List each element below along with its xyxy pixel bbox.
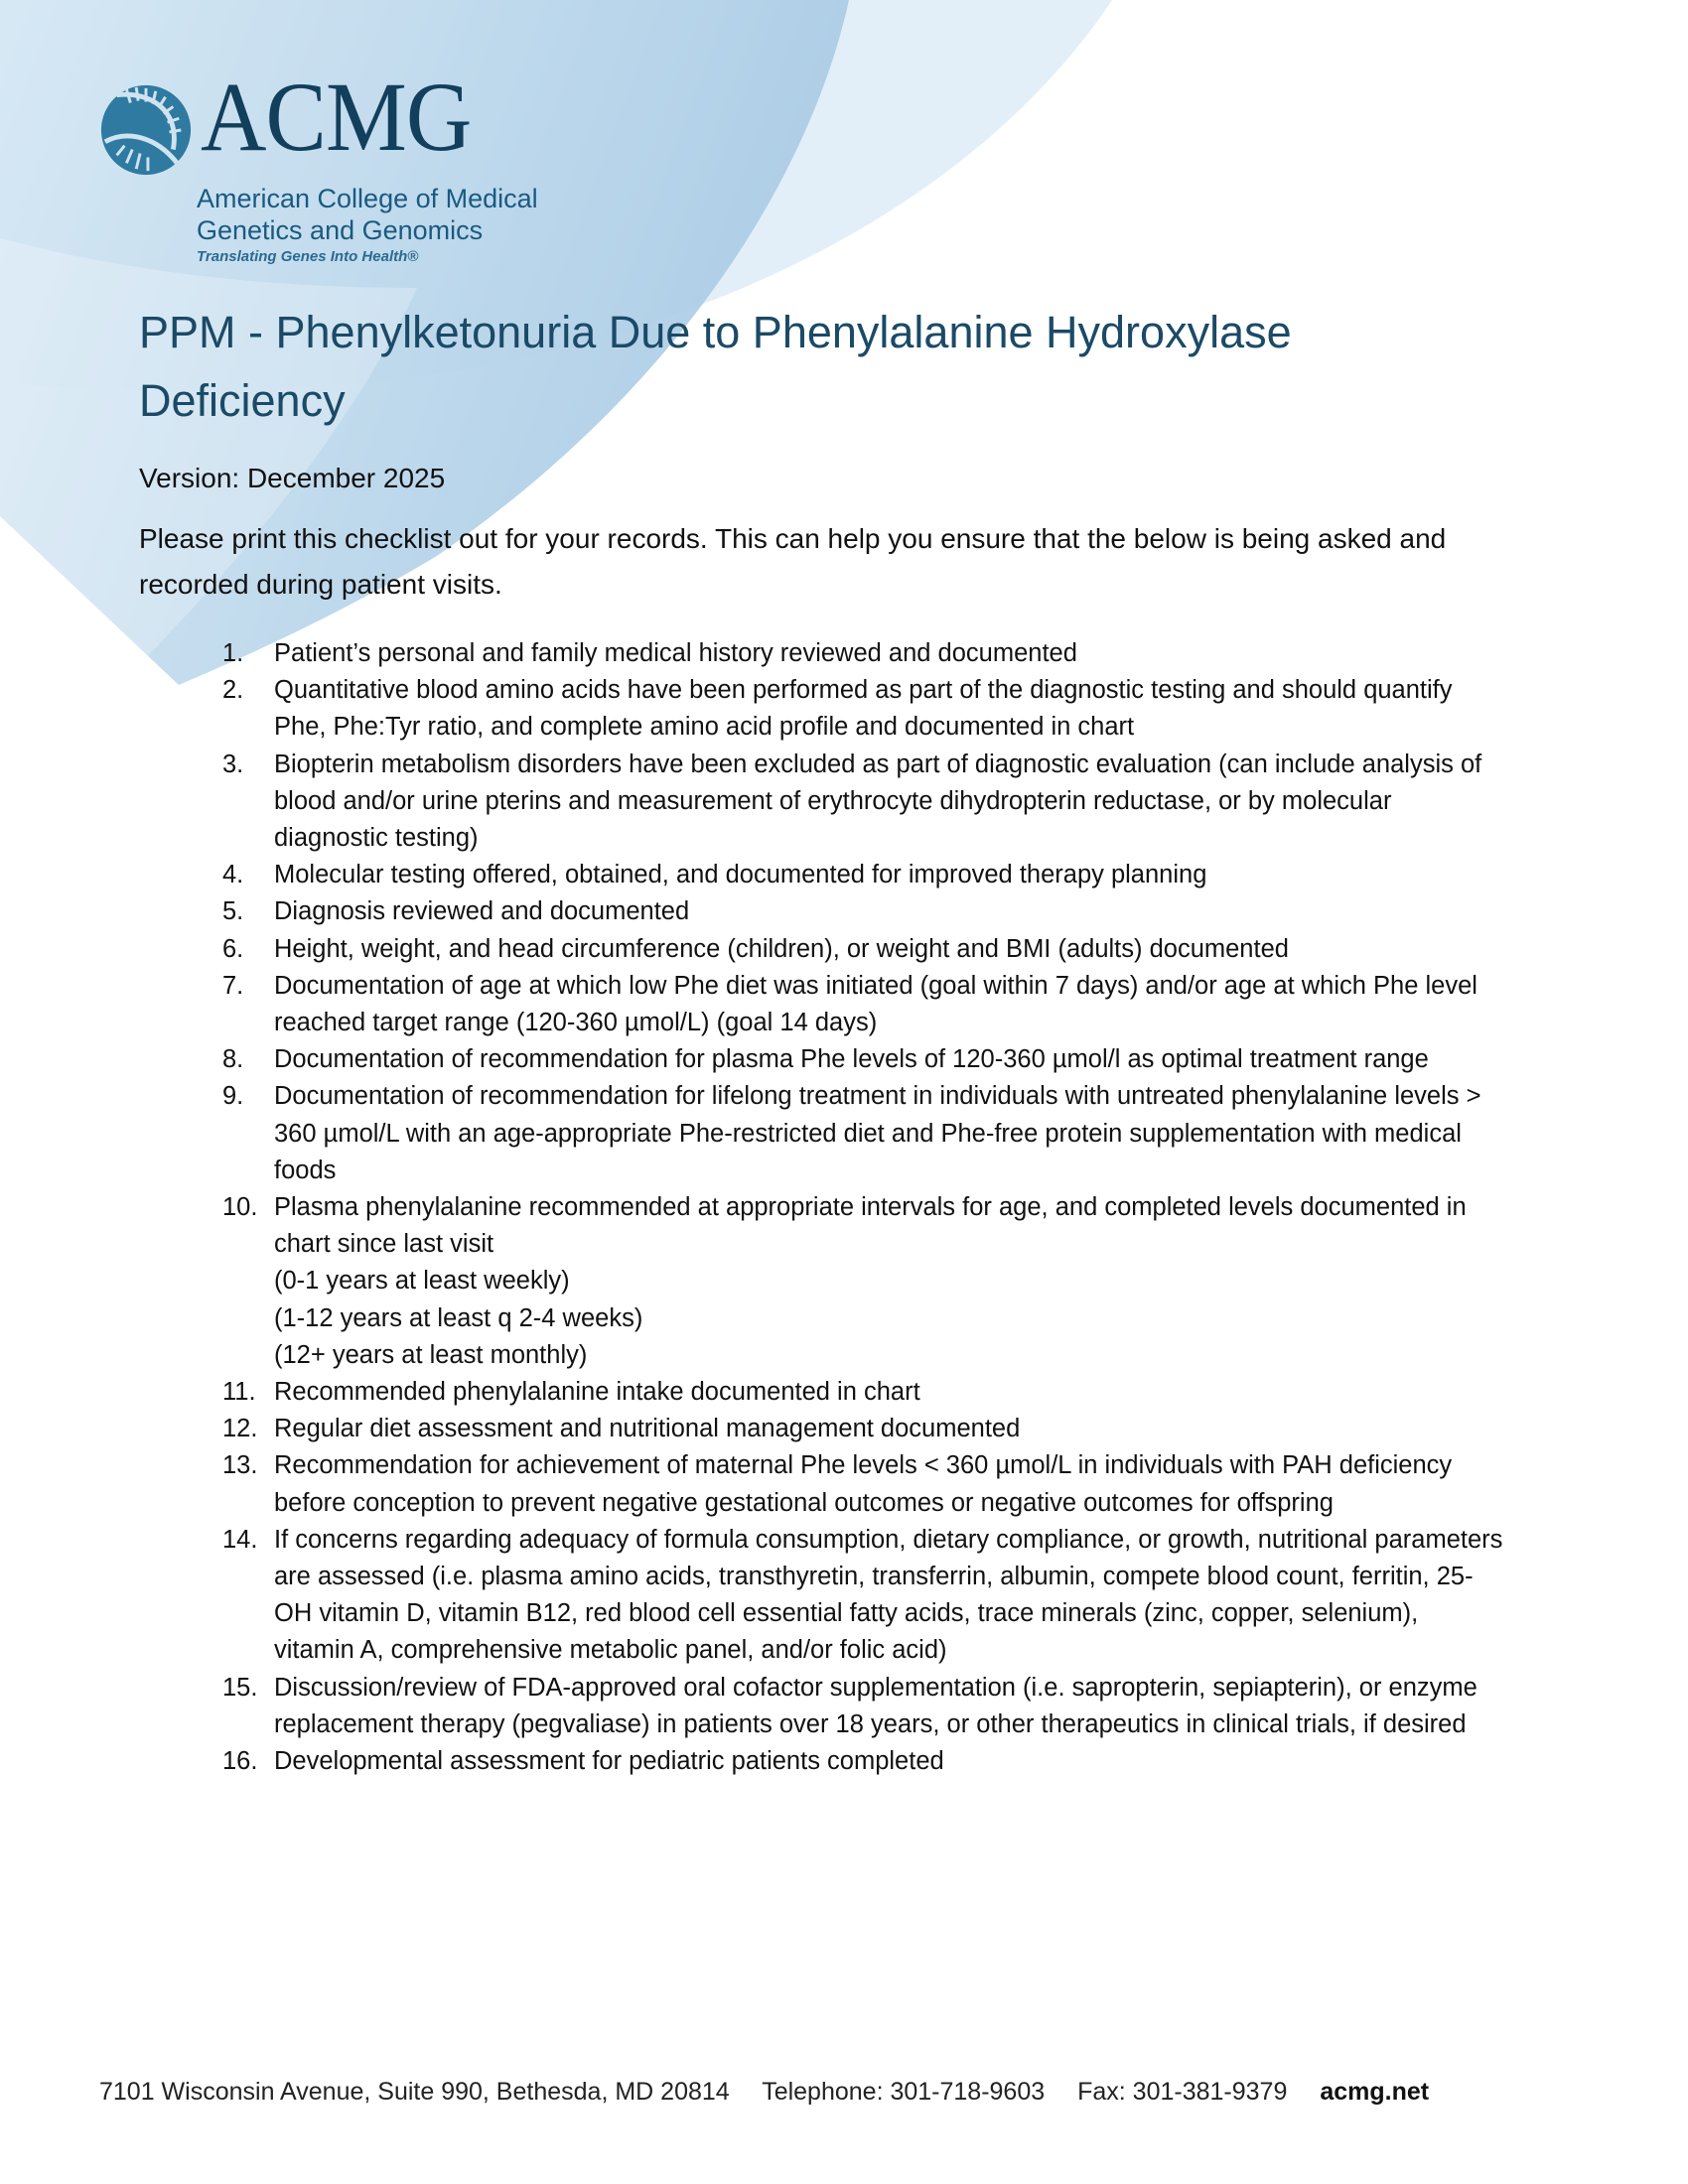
checklist-item-number: 12. bbox=[222, 1415, 258, 1443]
checklist-sub-item: (12+ years at least monthly) bbox=[274, 1340, 588, 1369]
checklist bbox=[139, 635, 1509, 1780]
checklist-item-text: Biopterin metabolism disorders have been excluded as part of diagnostic evaluation (can include analysis of blood and/or urine pterins and measurement of erythrocyte dihydropterin reductase, or by molecular diagnostic testing) bbox=[274, 750, 1482, 853]
logo-tagline: Translating Genes Into Health® bbox=[197, 248, 419, 265]
checklist-item-text: Plasma phenylalanine recommended at appropriate intervals for age, and completed levels documented in chart since last visit bbox=[274, 1193, 1467, 1259]
logo-wordmark: ACMG bbox=[201, 62, 472, 172]
footer-website-link[interactable]: acmg.net bbox=[1320, 2078, 1430, 2106]
checklist-item bbox=[139, 1670, 1505, 1743]
checklist-item bbox=[139, 1041, 1505, 1078]
checklist-item-number: 16. bbox=[222, 1747, 258, 1776]
checklist-item-text: Documentation of recommendation for plasma Phe levels of 120-360 µmol/l as optimal treatment range bbox=[274, 1045, 1429, 1074]
checklist-item-number: 1. bbox=[222, 639, 244, 667]
page-footer bbox=[99, 2078, 1429, 2107]
organization-name bbox=[197, 183, 538, 246]
checklist-item-text: Documentation of recommendation for lifelong treatment in individuals with untreated phenylalanine levels > 360 µmol/L with an age-appropriate Phe-restricted diet and Phe-free protein supplementation with medical foods bbox=[274, 1082, 1481, 1184]
checklist-item-number: 6. bbox=[222, 934, 244, 963]
checklist-item-number: 8. bbox=[222, 1045, 244, 1074]
checklist-item-text: Molecular testing offered, obtained, and documented for improved therapy planning bbox=[274, 861, 1207, 889]
checklist-item-text: Patient’s personal and family medical history reviewed and documented bbox=[274, 639, 1077, 667]
checklist-item bbox=[139, 1411, 1505, 1447]
checklist-item bbox=[139, 1189, 1505, 1374]
checklist-item-number: 2. bbox=[222, 676, 244, 705]
checklist-item bbox=[139, 672, 1505, 746]
checklist-item bbox=[139, 857, 1505, 893]
footer-address: 7101 Wisconsin Avenue, Suite 990, Bethesda, MD 20814 bbox=[99, 2078, 730, 2106]
checklist-item-text: Recommended phenylalanine intake documented in chart bbox=[274, 1378, 920, 1407]
checklist-item-text: Height, weight, and head circumference (children), or weight and BMI (adults) documented bbox=[274, 934, 1289, 963]
checklist-item bbox=[139, 1374, 1505, 1411]
checklist-sub-item: (1-12 years at least q 2-4 weeks) bbox=[274, 1303, 643, 1332]
page-title: PPM - Phenylketonuria Due to Phenylalanine Hydroxylase Deficiency bbox=[139, 307, 1292, 426]
checklist-item-text: Discussion/review of FDA-approved oral cofactor supplementation (i.e. sapropterin, sepiapterin), or enzyme replacement therapy (pegvaliase) in patients over 18 years, or other therapeutics in clinical trials, if desired bbox=[274, 1673, 1477, 1738]
version-label: Version: December 2025 bbox=[139, 463, 446, 493]
checklist-item-number: 15. bbox=[222, 1673, 258, 1702]
checklist-item bbox=[139, 1078, 1505, 1189]
checklist-item-number: 5. bbox=[222, 897, 244, 926]
dna-helix-globe-icon bbox=[97, 81, 195, 179]
checklist-item bbox=[139, 1522, 1505, 1670]
checklist-item-number: 4. bbox=[222, 861, 244, 889]
checklist-item-text: Documentation of age at which low Phe diet was initiated (goal within 7 days) and/or age at which Phe level reached target range (120-360 µmol/L) (goal 14 days) bbox=[274, 971, 1477, 1037]
checklist-item bbox=[139, 931, 1505, 968]
footer-fax: Fax: 301-381-9379 bbox=[1077, 2078, 1288, 2106]
checklist-item bbox=[139, 1447, 1505, 1521]
footer-telephone: Telephone: 301-718-9603 bbox=[762, 2078, 1046, 2106]
checklist-item-number: 3. bbox=[222, 750, 244, 778]
checklist-item bbox=[139, 1743, 1505, 1780]
checklist-item bbox=[139, 968, 1505, 1041]
checklist-item-number: 7. bbox=[222, 971, 244, 1000]
checklist-item-number: 13. bbox=[222, 1451, 258, 1480]
checklist-item-number: 14. bbox=[222, 1525, 258, 1554]
intro-paragraph: Please print this checklist out for your records. This can help you ensure that the below is being asked and recorded during patient visits. bbox=[139, 523, 1447, 600]
checklist-item-number: 11. bbox=[222, 1378, 256, 1407]
checklist-item-number: 9. bbox=[222, 1082, 244, 1111]
checklist-item bbox=[139, 635, 1505, 672]
checklist-item-text: Quantitative blood amino acids have been performed as part of the diagnostic testing and should quantify Phe, Phe:Tyr ratio, and complete amino acid profile and documented in chart bbox=[274, 676, 1453, 742]
checklist-item-text: Regular diet assessment and nutritional management documented bbox=[274, 1415, 1021, 1443]
document-body bbox=[139, 298, 1509, 1780]
checklist-item-text: Developmental assessment for pediatric patients completed bbox=[274, 1747, 944, 1776]
organization-line-2: Genetics and Genomics bbox=[197, 215, 484, 245]
checklist-item bbox=[139, 893, 1505, 930]
checklist-item-text: Diagnosis reviewed and documented bbox=[274, 897, 690, 926]
checklist-item-number: 10. bbox=[222, 1193, 258, 1222]
checklist-sub-item: (0-1 years at least weekly) bbox=[274, 1267, 570, 1296]
checklist-item-text: If concerns regarding adequacy of formula consumption, dietary compliance, or growth, nutritional parameters are assessed (i.e. plasma amino acids, transthyretin, transferrin, albumin, compete blood count, ferritin, 25-OH vitamin D, vitamin B12, red blood cell essential fatty acids, trace minerals (zinc, copper, selenium), vitamin A, comprehensive metabolic panel, and/or folic acid) bbox=[274, 1525, 1503, 1665]
organization-line-1: American College of Medical bbox=[197, 184, 538, 213]
checklist-item bbox=[139, 747, 1505, 858]
checklist-item-text: Recommendation for achievement of maternal Phe levels < 360 µmol/L in individuals with PAH deficiency before conception to prevent negative gestational outcomes or negative outcomes for offspring bbox=[274, 1451, 1453, 1517]
